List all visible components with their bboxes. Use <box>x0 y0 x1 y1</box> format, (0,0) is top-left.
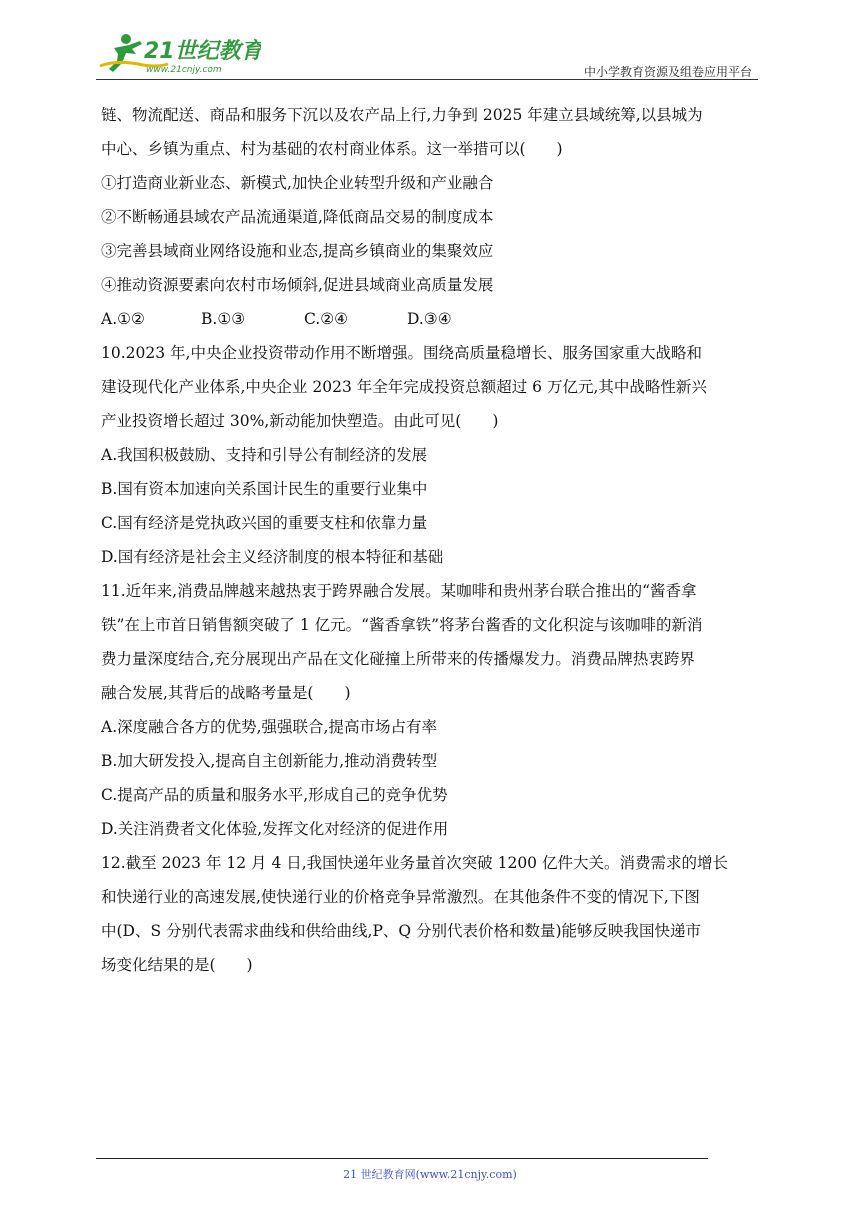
q9-statement-1: ①打造商业新业态、新模式,加快企业转型升级和产业融合 <box>101 174 494 192</box>
q10-option-d: D.国有经济是社会主义经济制度的根本特征和基础 <box>101 548 444 566</box>
q11-line-4: 融合发展,其背后的战略考量是( ) <box>101 684 351 702</box>
q12-line-2: 和快递行业的高速发展,使快递行业的价格竞争异常激烈。在其他条件不变的情况下,下图 <box>101 888 700 906</box>
logo-text: 21世纪教育 <box>144 39 261 64</box>
runner-logo-icon <box>96 30 261 78</box>
q12-line-1: 12.截至 2023 年 12 月 4 日,我国快递年业务量首次突破 1200 亿件大关。消费需求的增长 <box>101 854 728 872</box>
q9-option-a: A.①② <box>101 310 145 328</box>
q10-option-c: C.国有经济是党执政兴国的重要支柱和依靠力量 <box>101 514 428 532</box>
q10-option-a: A.我国积极鼓励、支持和引导公有制经济的发展 <box>101 446 428 464</box>
q9-option-c: C.②④ <box>304 310 349 328</box>
site-logo[interactable] <box>96 30 261 78</box>
q12-line-4: 场变化结果的是( ) <box>101 956 253 974</box>
q9-option-b: B.①③ <box>201 310 246 328</box>
q10-line-1: 10.2023 年,中央企业投资带动作用不断增强。围绕高质量稳增长、服务国家重大战略和 <box>101 344 702 362</box>
q9-line-1: 链、物流配送、商品和服务下沉以及农产品上行,力争到 2025 年建立县域统筹,以县城为 <box>101 106 703 124</box>
header-divider <box>96 79 758 80</box>
footer-text[interactable]: 21 世纪教育网(www.21cnjy.com) <box>343 1168 517 1181</box>
q10-line-3: 产业投资增长超过 30%,新动能加快塑造。由此可见( ) <box>101 412 499 430</box>
q9-options <box>101 302 766 336</box>
q11-option-c: C.提高产品的质量和服务水平,形成自己的竞争优势 <box>101 786 448 804</box>
q12-line-3: 中(D、S 分别代表需求曲线和供给曲线,P、Q 分别代表价格和数量)能够反映我国快递市 <box>101 922 702 940</box>
q11-line-2: 铁”在上市首日销售额突破了 1 亿元。“酱香拿铁”将茅台酱香的文化积淀与该咖啡的新消 <box>101 616 703 634</box>
q9-line-2: 中心、乡镇为重点、村为基础的农村商业体系。这一举措可以( ) <box>101 140 563 158</box>
q11-line-3: 费力量深度结合,充分展现出产品在文化碰撞上所带来的传播爆发力。消费品牌热衷跨界 <box>101 650 695 668</box>
q11-option-d: D.关注消费者文化体验,发挥文化对经济的促进作用 <box>101 820 449 838</box>
q9-statement-3: ③完善县域商业网络设施和业态,提高乡镇商业的集聚效应 <box>101 242 494 260</box>
q10-option-b: B.国有资本加速向关系国计民生的重要行业集中 <box>101 480 428 498</box>
logo-url-text: www.21cnjy.com <box>146 65 222 75</box>
question-content <box>101 98 766 982</box>
q11-option-b: B.加大研发投入,提高自主创新能力,推动消费转型 <box>101 752 438 770</box>
page-header <box>96 30 758 80</box>
q9-statement-2: ②不断畅通县域农产品流通渠道,降低商品交易的制度成本 <box>101 208 494 226</box>
q11-line-1: 11.近年来,消费品牌越来越热衷于跨界融合发展。某咖啡和贵州茅台联合推出的“酱香拿 <box>101 582 697 600</box>
footer-divider <box>96 1158 708 1159</box>
q10-line-2: 建设现代化产业体系,中央企业 2023 年全年完成投资总额超过 6 万亿元,其中战略性新兴 <box>101 378 707 396</box>
q9-statement-4: ④推动资源要素向农村市场倾斜,促进县域商业高质量发展 <box>101 276 494 294</box>
q11-option-a: A.深度融合各方的优势,强强联合,提高市场占有率 <box>101 718 437 736</box>
platform-name: 中小学教育资源及组卷应用平台 <box>583 65 752 79</box>
q9-option-d: D.③④ <box>407 310 452 328</box>
